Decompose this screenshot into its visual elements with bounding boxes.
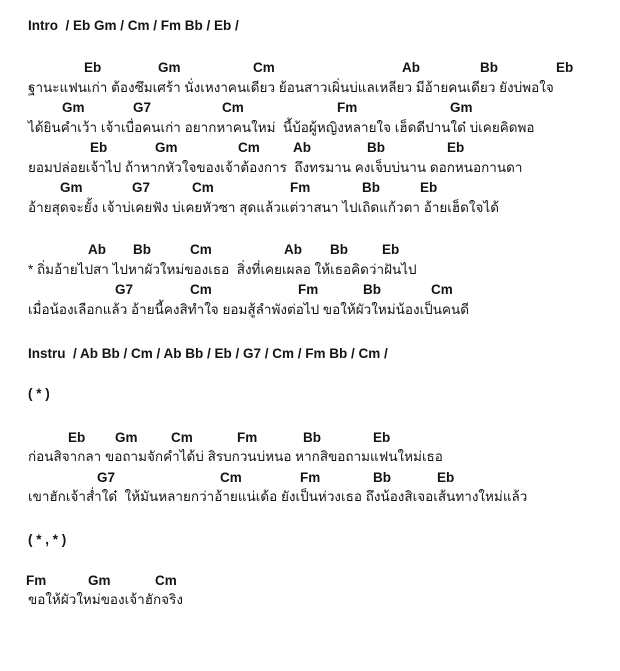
- chord-label: Bb: [133, 242, 151, 257]
- chord-label: Fm: [290, 180, 311, 195]
- lyric-line-9: ขอให้ผัวใหม่ของเจ้าฮักจริง: [28, 592, 183, 607]
- chord-label: Cm: [171, 430, 193, 445]
- chord-label: Cm: [220, 470, 242, 485]
- lyric-line-8: เขาฮักเจ้าส่ำใด๋ ให้มันหลายกว่าอ้ายแน่เด้อ ยังเป็นห่วงเธอ ถึงน้องสิเจอเส้นทางใหม่แล้ว: [28, 489, 528, 504]
- chord-label: Gm: [450, 100, 473, 115]
- lyric-line-6: เมื่อน้องเลือกแล้ว อ้ายนี้คงสิทำใจ ยอมสู้ลำพังต่อไป ขอให้ผัวใหม่น้องเป็นคนดี: [28, 302, 470, 317]
- chord-label: Cm: [222, 100, 244, 115]
- chord-label: Gm: [158, 60, 181, 75]
- chord-label: Fm: [300, 470, 321, 485]
- chord-label: Cm: [155, 573, 177, 588]
- chord-row-4: [0, 178, 620, 198]
- chord-label: Bb: [480, 60, 498, 75]
- chord-label: Fm: [298, 282, 319, 297]
- chord-label: Eb: [556, 60, 574, 75]
- chord-label: Fm: [237, 430, 258, 445]
- chord-label: Eb: [382, 242, 400, 257]
- chord-row-5: [0, 240, 620, 260]
- lyric-line-5: * ถิ่มอ้ายไปสา ไปหาผัวใหม่ของเธอ สิ่งที่เคยเผลอ ให้เธอคิดว่าฝันไป: [28, 262, 417, 277]
- chord-label: Eb: [373, 430, 391, 445]
- chord-label: Ab: [284, 242, 302, 257]
- chord-label: Eb: [68, 430, 86, 445]
- chord-label: G7: [115, 282, 134, 297]
- chord-label: Gm: [155, 140, 178, 155]
- chord-label: Gm: [60, 180, 83, 195]
- chord-label: Bb: [362, 180, 380, 195]
- chord-label: Cm: [431, 282, 453, 297]
- chord-label: Bb: [373, 470, 391, 485]
- lyric-line-1: ฐานะแฟนเก่า ต้องซึมเศร้า นั่งเหงาคนเดียว ย้อนสาวเผิ่นบ่แลเหลียว มีอ้ายคนเดียว ยังบ่พอใจ: [28, 80, 554, 95]
- chord-label: Eb: [90, 140, 108, 155]
- chord-row-1: [0, 58, 620, 78]
- lyric-line-4: อ้ายสุดจะยั้ง เจ้าบ่เคยฟัง บ่เคยหัวซา สุดแล้วแต่วาสนา ไปเถิดแก้วตา อ้ายเฮ็ดใจได้: [28, 200, 499, 215]
- chord-label: Bb: [330, 242, 348, 257]
- chord-row-6: [0, 280, 620, 300]
- chord-label: Bb: [367, 140, 385, 155]
- chord-row-8: [0, 468, 620, 488]
- chord-row-9: [0, 571, 620, 591]
- chord-label: Cm: [238, 140, 260, 155]
- chord-label: Cm: [190, 242, 212, 257]
- chord-label: G7: [132, 180, 151, 195]
- chord-label: Cm: [253, 60, 275, 75]
- chord-label: Eb: [420, 180, 438, 195]
- chord-label: Bb: [303, 430, 321, 445]
- chord-label: Cm: [190, 282, 212, 297]
- chord-label: G7: [97, 470, 116, 485]
- chord-label: Gm: [62, 100, 85, 115]
- chord-label: Ab: [402, 60, 420, 75]
- chord-label: Cm: [192, 180, 214, 195]
- chord-label: Gm: [88, 573, 111, 588]
- repeat-marker-2: ( * , * ): [28, 532, 67, 547]
- chord-label: Fm: [26, 573, 47, 588]
- repeat-marker-1: ( * ): [28, 386, 50, 401]
- chord-row-2: [0, 98, 620, 118]
- lyric-line-3: ยอมปล่อยเจ้าไป ถ้าหากหัวใจของเจ้าต้องการ ถึงทรมาน คงเจ็บบ่นาน ดอกหนอกานดา: [28, 160, 523, 175]
- chord-label: Eb: [447, 140, 465, 155]
- chord-label: G7: [133, 100, 152, 115]
- chord-label: Ab: [293, 140, 311, 155]
- lyric-line-7: ก่อนสิจากลา ขอถามจักคำได้บ่ สิรบกวนบ่หนอ หากสิขอถามแฟนใหม่เธอ: [28, 449, 443, 464]
- chord-row-7: [0, 428, 620, 448]
- lyric-line-2: ได้ยินคำเว้า เจ้าเบื่อคนเก่า อยากหาคนใหม่ นี้บ้อผู้หญิงหลายใจ เฮ็ดดีปานใด๋ บ่เคยคิดพอ: [28, 120, 535, 135]
- chord-row-3: [0, 138, 620, 158]
- intro-line: Intro / Eb Gm / Cm / Fm Bb / Eb /: [28, 18, 239, 33]
- chord-label: Ab: [88, 242, 106, 257]
- chord-label: Fm: [337, 100, 358, 115]
- instru-line: Instru / Ab Bb / Cm / Ab Bb / Eb / G7 / Cm / Fm Bb / Cm /: [28, 346, 388, 361]
- chord-label: Gm: [115, 430, 138, 445]
- chord-label: Eb: [84, 60, 102, 75]
- chord-label: Bb: [363, 282, 381, 297]
- chord-label: Eb: [437, 470, 455, 485]
